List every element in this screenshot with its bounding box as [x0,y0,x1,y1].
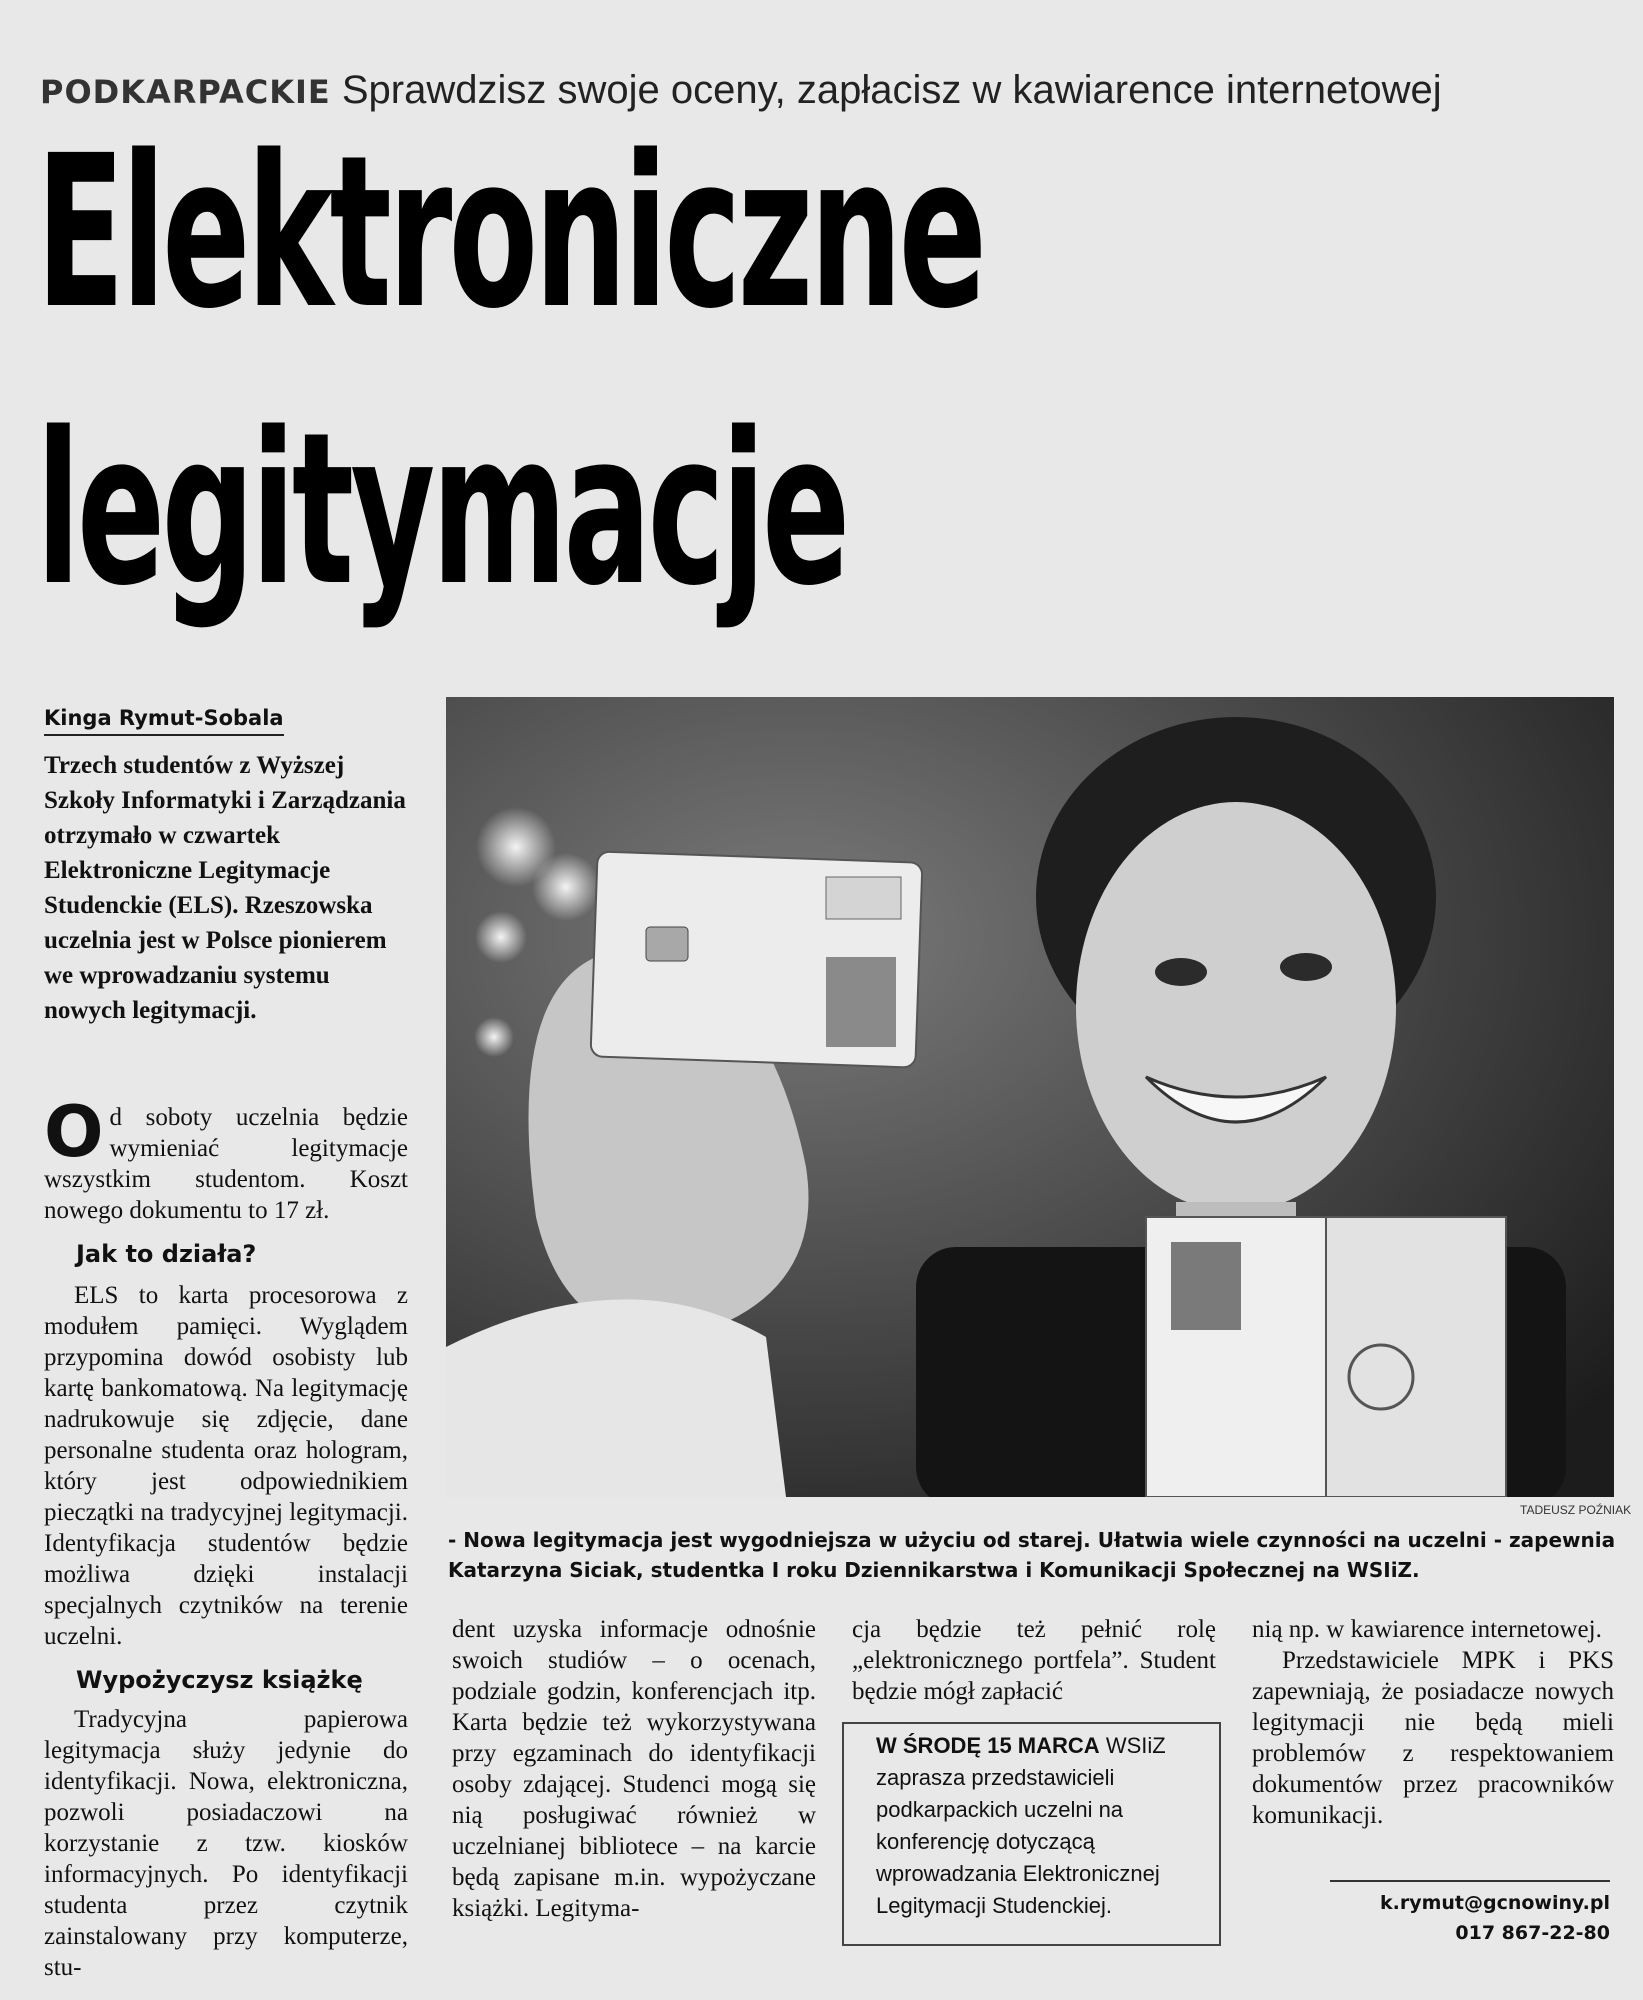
column-4-paragraph-2: Przedstawiciele MPK i PKS zapewniają, że posiadacze nowych legitymacji nie będą mieli problemów z respektowaniem dokumentów przez pracowników komunikacji. [1252,1647,1614,1829]
photo-credit: TADEUSZ POŹNIAK [1520,1503,1632,1517]
student-id-card-icon [591,851,923,1067]
column-4-text [1252,1614,1614,1831]
byline: Kinga Rymut-Sobala [44,706,284,736]
headline-line-1: Elektroniczne [36,110,984,355]
intro-text: d soboty uczelnia będzie wymieniać legitymacje wszystkim studentom. Koszt nowego dokumentu to 17 zł. [44,1104,408,1224]
author-contact [1330,1880,1610,1948]
author-email: k.rymut@gcnowiny.pl [1330,1880,1610,1918]
column-2-text: dent uzyska informacje odnośnie swoich studiów – o ocenach, podziale godzin, konferencjach itp. Karta będzie też wykorzystywana przy egzaminach do identyfikacji osoby zdającej. Studenci mogą się nią posługiwać również w uczelnianej bibliotece – na karcie będą zapisane m.in. wypożyczane książki. Legityma- [452,1616,816,1922]
author-phone: 017 867-22-80 [1455,1922,1610,1944]
photo-caption: - Nowa legitymacja jest wygodniejsza w użyciu od starej. Ułatwia wiele czynności na uczelni - zapewnia Katarzyna Siciak, studentka I roku Dziennikarstwa i Komunikacji Społecznej na WSIiZ. [448,1528,1616,1582]
info-box-org: WSIiZ [1105,1733,1166,1758]
column-3-text: cja będzie też pełnić rolę „elektronicznego portfela”. Student będzie mógł zapłacić [852,1616,1216,1705]
photo-illustration [446,697,1614,1497]
kicker [40,68,1442,113]
intro-paragraph [44,1091,408,1226]
section1-paragraph: ELS to karta procesorowa z modułem pamięci. Wyglądem przypomina dowód osobisty lub kartę bankomatową. Na legitymację nadrukowuje się zdjęcie, dane personalne studenta oraz hologram, który jest odpowiednikiem pieczątki na tradycyjnej legitymacji. Identyfikacja studentów będzie możliwa dzięki instalacji specjalnych czytników na terenie uczelni. [44,1282,408,1650]
info-box-date: W ŚRODĘ 15 MARCA [876,1733,1100,1758]
lead-paragraph: Trzech studentów z Wyższej Szkoły Informatyki i Zarządzania otrzymało w czwartek Elektroniczne Legitymacje Studenckie (ELS). Rzeszowska uczelnia jest w Polsce pionierem we wprowadzaniu systemu nowych legitymacji. [44,752,406,1024]
subheading-borrow-book: Wypożyczysz książkę [76,1666,363,1694]
column-4-paragraph-1: nią np. w kawiarence internetowej. [1252,1616,1602,1643]
info-box-text [876,1730,1206,1922]
subheading-how-it-works: Jak to działa? [76,1240,257,1268]
headline-line-2: legitymacje [36,387,847,632]
kicker-text: Sprawdzisz swoje oceny, zapłacisz w kawiarence internetowej [341,68,1442,112]
drop-cap: O [44,1091,104,1173]
paper-id-booklet-icon [1146,1217,1506,1497]
kicker-region: PODKARPACKIE [40,73,331,111]
news-photo [446,697,1614,1497]
info-box-body: zaprasza przedstawicieli podkarpackich uczelni na konferencję dotyczącą wprowadzania Elektronicznej Legitymacji Studenckiej. [876,1765,1160,1918]
section2-paragraph: Tradycyjna papierowa legitymacja służy jedynie do identyfikacji. Nowa, elektroniczna, pozwoli posiadaczowi na korzystanie z tzw. kiosków informacyjnych. Po identyfikacji studenta przez czytnik zainstalowany przy komputerze, stu- [44,1706,408,1981]
